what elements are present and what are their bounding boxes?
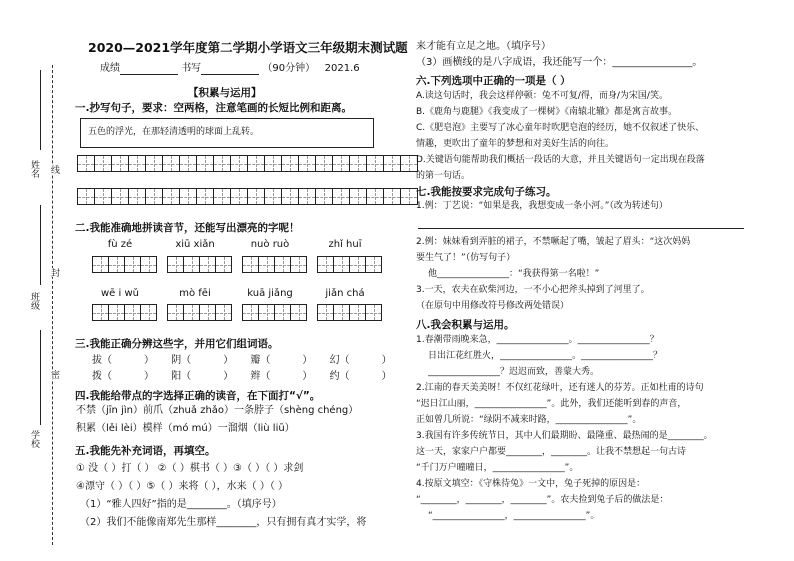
binding-line [52, 65, 53, 545]
score-blank[interactable] [120, 64, 178, 75]
side-xian-label: 线 [49, 165, 59, 174]
q4-row-1[interactable]: 不禁（jīn jìn）前爪（zhuǎ zhǎo）一条脖子（shèng chéng） [76, 405, 359, 416]
q3-1-a: 拔（ [92, 355, 112, 366]
q3-2-h: ） [381, 371, 392, 382]
pinyin-2-4: jiǎn chá [325, 288, 365, 299]
q5-sub-1[interactable]: （1）“雅人四好”指的是________。（填序号） [80, 499, 282, 510]
writing-label: 书写 [181, 63, 202, 74]
pinyin-1-3: nuò ruò [250, 239, 290, 250]
q7-item-1-answer-line[interactable] [418, 228, 744, 229]
q8-item-3[interactable]: 3.我国有许多传统节日，其中人们最期盼、最隆重、最热闹的是________。 [416, 431, 713, 441]
q1-heading: 一.抄写句子，要求：空两格，注意笔画的长短比例和距离。 [75, 102, 352, 114]
side-name-label: 姓名 [29, 160, 39, 178]
q3-1-d: ） [223, 355, 234, 366]
q3-1-b: ） [144, 355, 154, 366]
q3-2-a: 拨（ [92, 371, 112, 382]
q3-1-c: 阴（ [171, 355, 192, 366]
side-mi-label: 密 [49, 370, 59, 379]
q5-heading: 五.我能先补充词语，再填空。 [75, 445, 216, 457]
exam-date: 2021.6 [324, 63, 360, 74]
tianzige-1-1[interactable] [92, 256, 156, 273]
q3-2-g: 约（ [329, 371, 350, 382]
q3-2-e: 辫（ [250, 371, 271, 382]
q3-2-f: ） [302, 371, 313, 382]
q6-option-b: B.《鹿角与鹿腿》《我变成了一棵树》《南辕北辙》都是寓言故事。 [416, 107, 678, 117]
tianzige-2-3[interactable] [242, 304, 306, 321]
q7-item-2: 2.例：妹妹看到弄脏的裙子，不禁噘起了嘴，皱起了眉头：“这次妈妈 [416, 237, 691, 247]
side-class-underline [40, 205, 41, 285]
r-line-1: 来才能有立足之地。（填序号） [416, 41, 551, 52]
q6-heading: 六.下列选项中正确的一项是（ ） [416, 75, 571, 87]
q3-row-1 [92, 354, 392, 367]
pinyin-2-1: wē i wǔ [101, 288, 139, 299]
side-school-underline [40, 330, 41, 425]
q5-row-1[interactable]: ① 没（ ）打（ ） ②（ ）棋书（ ）③（ ）（ ）求剑 [76, 463, 304, 474]
q1-source-text: 五色的浮光，在那轻清透明的球面上乱转。 [88, 127, 260, 137]
tianzige-1-3[interactable] [242, 256, 306, 273]
q5-sub-2[interactable]: （2）我们不能像南郑先生那样________，只有拥有真才实学，将 [80, 517, 367, 528]
writing-grid-row-1[interactable] [77, 155, 418, 172]
side-class-label: 班级 [29, 292, 39, 310]
pinyin-2-3: kuā jiǎng [247, 288, 293, 299]
q6-option-d-cont: 的第一句话。 [416, 171, 471, 181]
tianzige-2-1[interactable] [92, 304, 156, 321]
q3-1-e: 瓣（ [250, 355, 271, 366]
q2-heading: 二.我能准确地拼读音节，还能写出漂亮的字呢！ [75, 222, 300, 234]
q4-row-2[interactable]: 积累（lěi lèi）模样（mó mú）一溜烟（liù liū） [76, 423, 295, 434]
q7-heading: 七.我能按要求完成句子练习。 [416, 186, 557, 198]
q8-item-1-b[interactable]: 日出江花红胜火，________________。________________？ [428, 351, 663, 361]
q6-option-d: D.关键语句能帮助我们概括一段话的大意，并且关键语句一定出现在段落 [416, 155, 705, 165]
q8-item-4: 4.按原文填空：《守株待兔》一文中，兔子死掉的原因是： [416, 479, 646, 489]
q3-1-f: ） [302, 355, 313, 366]
q3-2-d: ） [223, 371, 234, 382]
writing-blank[interactable] [201, 64, 259, 75]
q8-item-2: 2.江南的春天美美呀！不仅红花绿叶，还有迷人的芬芳。正如杜甫的诗句 [416, 383, 704, 393]
q7-item-3-note: （在原句中用修改符号修改两处错误） [416, 301, 570, 311]
q8-heading: 八.我会积累与运用。 [416, 319, 515, 331]
q3-heading: 三.我能正确分辨这些字，并用它们组词语。 [75, 338, 279, 350]
q7-item-2-answer[interactable]: 他________________：“我获得第一名啦！” [428, 269, 600, 279]
q6-option-c: C.《肥皂泡》主要写了冰心童年时吹肥皂泡的经历，她不仅叙述了快乐、 [416, 123, 705, 133]
score-label: 成绩 [100, 63, 120, 74]
tianzige-1-2[interactable] [167, 256, 231, 273]
q3-1-h: ） [381, 355, 392, 366]
q8-item-3-b[interactable]: 这一天，家家户户都要________，________。让我不禁想起一句古诗 [416, 447, 687, 457]
q3-1-g: 幻（ [329, 355, 350, 366]
r-line-2[interactable]: （3）画横线的是八字成语，我还能写一个：________________。 [416, 57, 703, 68]
q8-item-4-b[interactable]: “________，________，________”。农夫捡到兔子后的做法是： [416, 495, 669, 505]
pinyin-1-2: xiū xiǎn [175, 239, 215, 250]
page-title: 2020—2021学年度第二学期小学语文三年级期末测试题 [88, 40, 408, 55]
pinyin-1-1: fù zé [107, 239, 133, 250]
writing-grid-row-2[interactable] [77, 188, 418, 205]
q3-2-c: 阳（ [171, 371, 192, 382]
pinyin-1-4: zhǐ huī [328, 239, 362, 250]
q3-row-2 [92, 370, 392, 383]
duration: （90分钟） [262, 63, 316, 74]
section-title: 【积累与运用】 [188, 87, 262, 99]
tianzige-2-2[interactable] [167, 304, 231, 321]
q8-item-1[interactable]: 1.春潮带雨晚来急，________________。________________？ [416, 335, 659, 345]
q8-item-2-b[interactable]: “迟日江山丽，________________”。此外，我们还能听到春的声音， [416, 399, 687, 409]
side-school-label: 学校 [29, 430, 39, 448]
q7-item-1: 1.例：丁艺说：“如果是我，我想变成一条小河。”（改为转述句） [416, 201, 668, 211]
q3-2-b: ） [144, 371, 154, 382]
q6-option-c-cont: 情趣，更吹出了童年的梦想和对美好生活的向往。 [416, 139, 615, 149]
tianzige-2-4[interactable] [317, 304, 381, 321]
tianzige-1-4[interactable] [317, 256, 381, 273]
q8-item-3-c[interactable]: “千门万户曈曈日，________________”。 [416, 463, 579, 473]
q5-row-2[interactable]: ④漂守（ ）（ ）⑤（ ）来将（ ），水来（ ）（ ） [76, 481, 289, 492]
pinyin-2-2: mò fēi [179, 288, 211, 299]
side-name-underline [40, 70, 41, 150]
side-feng-label: 封 [49, 268, 59, 277]
q6-option-a: A.读这句话时，我会这样停顿：兔不可复/得，而身/为宋国/笑。 [416, 91, 668, 101]
q8-item-2-c[interactable]: 正如曾几所说：“绿阴不减来时路，________________”。 [416, 415, 642, 425]
q8-item-4-c[interactable]: “________________，________________”。 [428, 511, 600, 521]
score-row [100, 62, 360, 75]
q7-item-3: 3.一天，农夫在砍柴河边，一不小心把斧头掉到了河里了。 [416, 285, 650, 295]
q4-heading: 四.我能给带点的字选择正确的读音，在下面打“√”。 [75, 390, 321, 402]
q7-item-2-cont: 要生气了！”（仿写句子） [416, 253, 516, 263]
q8-item-1-c[interactable]: ________________？迟迟而致，善蒙大秀。 [428, 367, 600, 377]
